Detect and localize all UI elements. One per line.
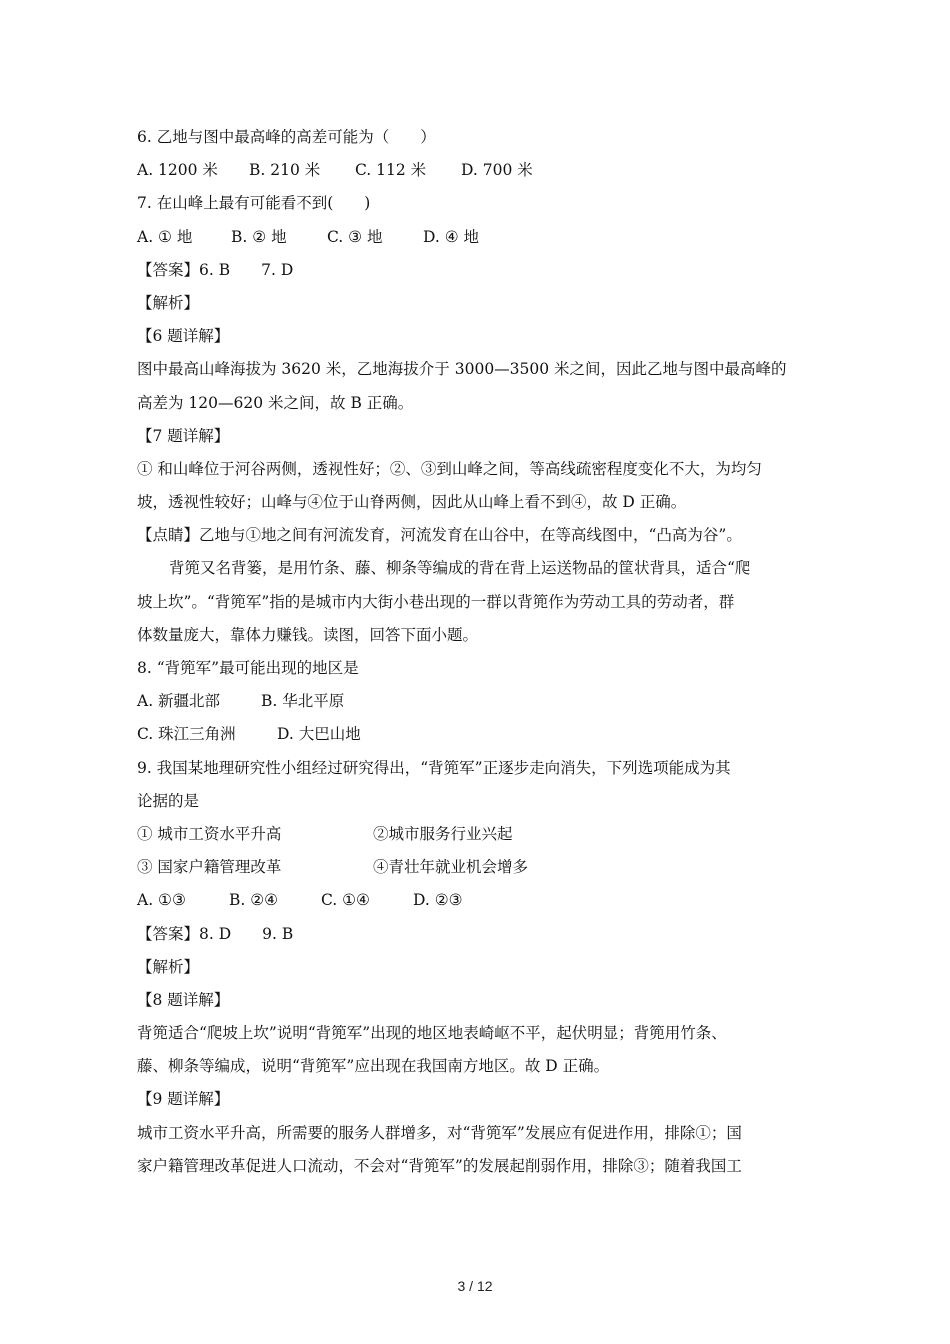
text-line: 背篼又名背篓，是用竹条、藤、柳条等编成的背在背上运送物品的筐状背具，适合“爬	[169, 559, 751, 578]
option-item: A. ①③	[137, 891, 186, 910]
text-line: 【答案】8. D 9. B	[137, 924, 294, 943]
option-item: A. 新疆北部	[137, 692, 221, 711]
option-item: D. 700 米	[461, 161, 533, 180]
text-line: 7. 在山峰上最有可能看不到( )	[137, 194, 371, 213]
text-line: 【7 题详解】	[137, 426, 230, 445]
options-row	[137, 818, 817, 851]
option-item: ① 城市工资水平升高	[137, 824, 282, 843]
option-item: D. ②③	[413, 891, 463, 910]
text-line: 家户籍管理改革促进人口流动，不会对“背篼军”的发展起削弱作用，排除③；随着我国工	[137, 1156, 742, 1175]
text-line: 9. 我国某地理研究性小组经过研究得出，“背篼军”正逐步走向消失，下列选项能成为其	[137, 758, 731, 777]
text-line: 【6 题详解】	[137, 327, 230, 346]
text-line: 图中最高山峰海拔为 3620 米，乙地海拔介于 3000—3500 米之间，因此乙地与图中最高峰的	[137, 360, 787, 379]
option-item: ④青壮年就业机会增多	[373, 858, 529, 877]
option-item: C. ③ 地	[327, 227, 383, 246]
text-line: 【9 题详解】	[137, 1090, 230, 1109]
text-line: 体数量庞大，靠体力赚钱。读图，回答下面小题。	[137, 625, 479, 644]
text-line: 城市工资水平升高，所需要的服务人群增多，对“背篼军”发展应有促进作用，排除①；国	[137, 1123, 742, 1142]
text-line: 6. 乙地与图中最高峰的高差可能为（ ）	[137, 128, 436, 146]
options-row	[137, 851, 817, 884]
text-line: 【解析】	[137, 293, 200, 312]
option-item: ③ 国家户籍管理改革	[137, 858, 282, 877]
option-item: C. 珠江三角洲	[137, 725, 236, 744]
option-item: B. 210 米	[249, 161, 321, 180]
text-line: 背篼适合“爬坡上坎”说明“背篼军”出现的地区地表崎岖不平，起伏明显；背篼用竹条、	[137, 1024, 727, 1043]
text-line: 论据的是	[137, 791, 200, 810]
options-row	[137, 718, 817, 751]
option-item: C. 112 米	[355, 161, 427, 180]
text-line: 【解析】	[137, 957, 200, 976]
option-item: D. 大巴山地	[277, 725, 361, 744]
option-item: B. ②④	[229, 891, 279, 910]
option-item: B. 华北平原	[261, 692, 345, 711]
text-line: 【点睛】乙地与①地之间有河流发育，河流发育在山谷中，在等高线图中，“凸高为谷”。	[137, 526, 742, 545]
option-item: ②城市服务行业兴起	[373, 824, 513, 843]
option-item: A. ① 地	[137, 227, 193, 246]
document-body	[137, 121, 817, 1183]
text-line: 坡，透视性较好；山峰与④位于山脊两侧，因此从山峰上看不到④，故 D 正确。	[137, 493, 687, 512]
text-line: 高差为 120—620 米之间，故 B 正确。	[137, 393, 414, 412]
text-line: 坡上坎”。“背篼军”指的是城市内大街小巷出现的一群以背篼作为劳动工具的劳动者，群	[137, 592, 735, 611]
text-line: 【8 题详解】	[137, 990, 230, 1009]
text-line: 【答案】6. B 7. D	[137, 260, 294, 279]
text-line: ① 和山峰位于河谷两侧，透视性好；②、③到山峰之间，等高线疏密程度变化不大，为均匀	[137, 459, 762, 478]
option-item: D. ④ 地	[423, 227, 480, 246]
options-row	[137, 154, 817, 187]
text-line: 藤、柳条等编成，说明“背篼军”应出现在我国南方地区。故 D 正确。	[137, 1057, 610, 1076]
option-item: B. ② 地	[231, 227, 287, 246]
option-item: A. 1200 米	[137, 161, 218, 180]
page-number: 3 / 12	[457, 1278, 493, 1294]
options-row	[137, 221, 817, 254]
text-line: 8. “背篼军”最可能出现的地区是	[137, 659, 359, 677]
option-item: C. ①④	[321, 891, 370, 910]
options-row	[137, 685, 817, 718]
options-row	[137, 884, 817, 917]
